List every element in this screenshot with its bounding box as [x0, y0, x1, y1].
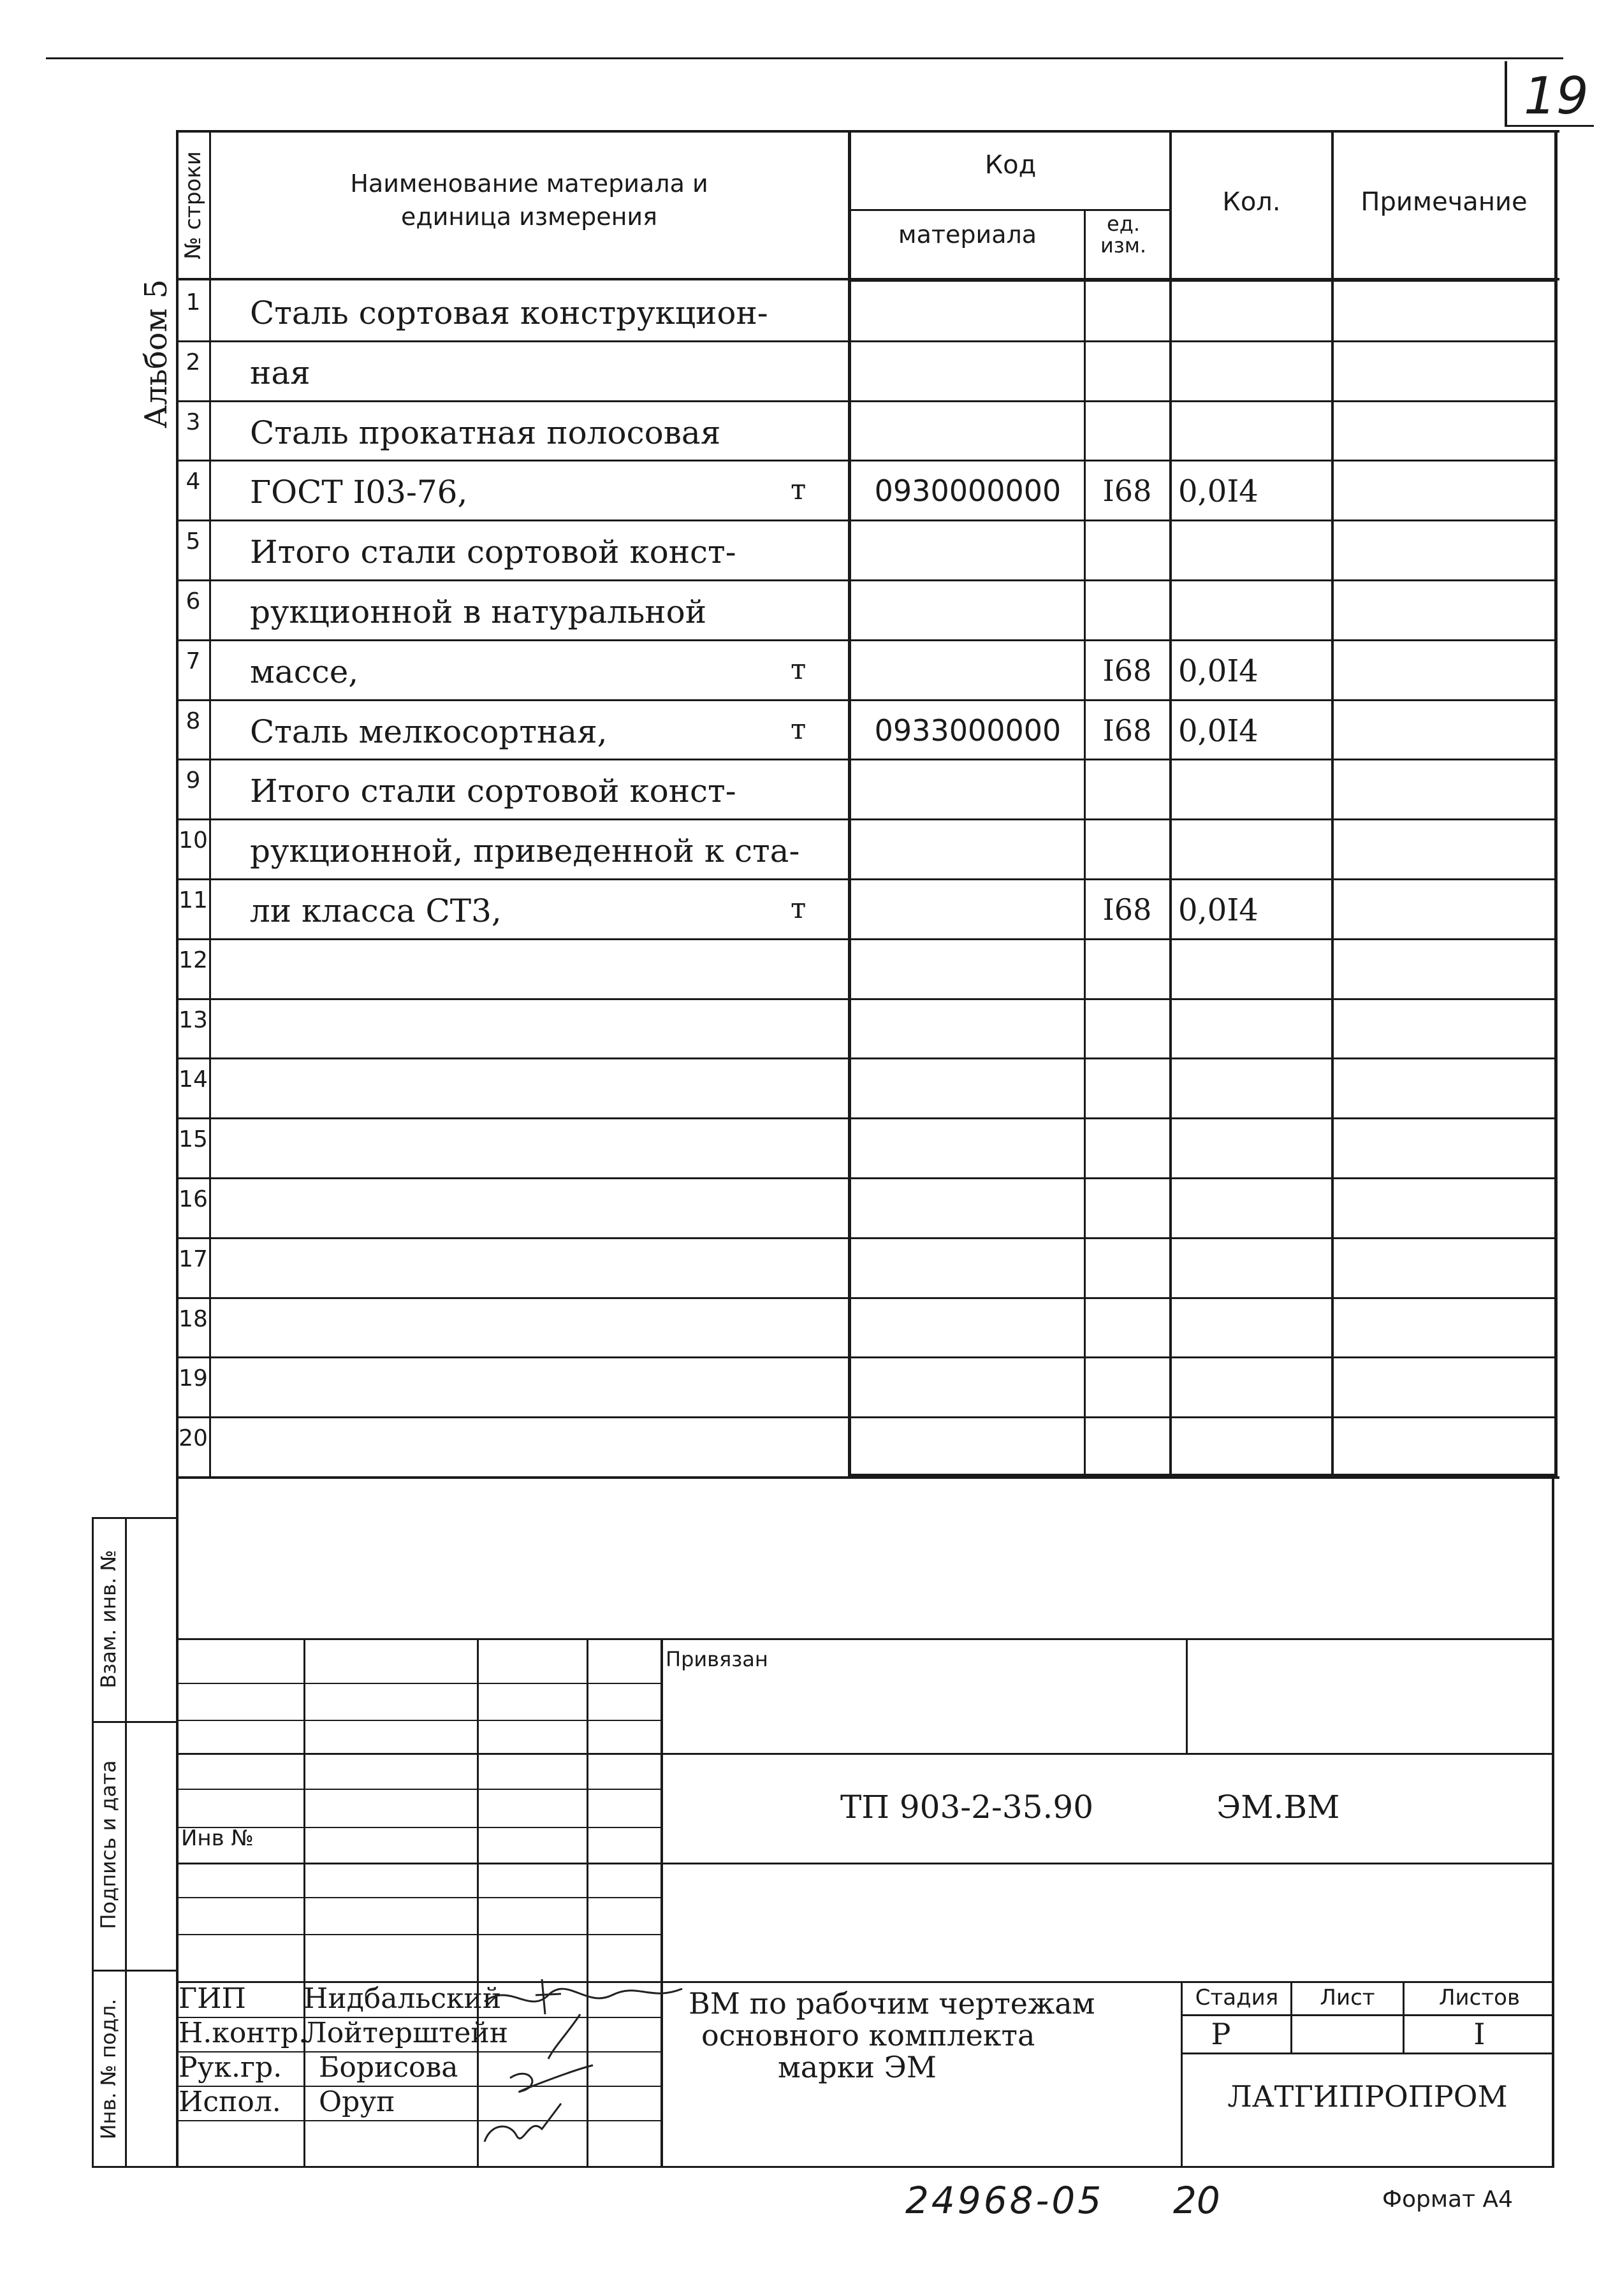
material-name: рукционной, приведенной к ста- [250, 832, 800, 869]
album-label: Альбом 5 [138, 279, 174, 428]
staff-role: Рук.гр. [179, 2051, 282, 2084]
row-number: 5 [186, 528, 201, 555]
material-name: массе, [250, 653, 359, 690]
table-row [0, 1057, 1620, 1117]
side-label-inv-podl: Инв. № подл. [96, 1998, 120, 2140]
top-rule [46, 57, 1563, 59]
material-name: ли класса СТ3, [250, 892, 502, 929]
staff-name: Борисова [319, 2051, 458, 2084]
staff-name: Нидбальский [303, 1982, 502, 2015]
table-row [0, 400, 1620, 460]
header-code-unit: ед. изм. [1100, 212, 1147, 258]
unit-code: I68 [1102, 892, 1152, 927]
table-row [0, 818, 1620, 878]
doc-title [676, 1987, 1160, 2083]
row-number: 17 [179, 1246, 208, 1272]
staff-role: ГИП [179, 1982, 246, 2015]
material-unit: т [791, 474, 806, 506]
material-code: 0930000000 [874, 474, 1062, 508]
staff-row [179, 2017, 508, 2049]
table-row [0, 759, 1620, 818]
table-row [0, 878, 1620, 938]
row-number: 10 [179, 827, 208, 854]
material-name: Итого стали сортовой конст- [250, 534, 736, 570]
row-number: 20 [179, 1425, 208, 1451]
table-row [0, 1297, 1620, 1357]
material-name: ГОСТ I03-76, [250, 474, 468, 511]
material-unit: т [791, 713, 806, 746]
table-row [0, 699, 1620, 759]
doc-title-line: основного комплекта [701, 2018, 1035, 2053]
row-number: 13 [179, 1007, 208, 1033]
table-row [0, 460, 1620, 520]
sheet-label: Лист [1320, 1985, 1375, 2010]
unit-code: I68 [1102, 474, 1152, 508]
doc-title-line: марки ЭМ [778, 2050, 937, 2084]
row-number: 14 [179, 1066, 208, 1093]
table-row [0, 1177, 1620, 1237]
material-name: ная [250, 354, 310, 391]
material-unit: т [791, 892, 806, 925]
staff-row [179, 1982, 501, 2015]
unit-code: I68 [1102, 653, 1152, 688]
table-row [0, 340, 1620, 400]
table-row [0, 1237, 1620, 1297]
row-number: 18 [179, 1306, 208, 1332]
inv-no-label: Инв № [181, 1826, 254, 1851]
quantity: 0,0I4 [1178, 892, 1259, 928]
row-number: 2 [186, 349, 201, 375]
stage-label: Стадия [1195, 1985, 1279, 2010]
stage-value: Р [1211, 2017, 1231, 2051]
staff-role: Н.контр. [179, 2017, 308, 2049]
table-row [0, 1356, 1620, 1416]
header-code: Код [984, 150, 1037, 180]
row-number: 1 [186, 289, 201, 316]
header-note: Примечание [1361, 187, 1528, 217]
header-name: Наименование материала и единица измерения [350, 170, 708, 231]
sheets-label: Листов [1438, 1985, 1520, 2010]
row-number: 12 [179, 947, 208, 973]
row-number: 19 [179, 1365, 208, 1391]
staff-row [179, 2051, 458, 2084]
organization: ЛАТГИПРОПРОМ [1227, 2079, 1508, 2114]
sheets-value: I [1473, 2017, 1485, 2051]
material-name: Сталь прокатная полосовая [250, 414, 721, 451]
privyazan-label: Привязан [666, 1647, 768, 1671]
signatures [472, 1976, 689, 2167]
header-qty: Кол. [1222, 187, 1281, 217]
header-code-material: материала [898, 221, 1037, 249]
doc-title-line: ВМ по рабочим чертежам [689, 1986, 1095, 2021]
row-number: 9 [186, 767, 201, 794]
row-number: 3 [186, 409, 201, 435]
doc-code: ТП 903-2-35.90 [840, 1789, 1094, 1826]
format-label: Формат А4 [1382, 2186, 1514, 2212]
header-row-no: № строки [180, 151, 206, 259]
sheet-number: 19 [1524, 66, 1589, 126]
material-name: рукционной в натуральной [250, 593, 707, 630]
staff-role: Испол. [179, 2086, 281, 2118]
staff-name: Лойтерштейн [303, 2017, 509, 2049]
quantity: 0,0I4 [1178, 474, 1259, 509]
material-unit: т [791, 653, 806, 686]
material-code: 0933000000 [874, 713, 1062, 748]
row-number: 4 [186, 469, 201, 495]
staff-name: Оруп [319, 2086, 395, 2118]
table-row [0, 938, 1620, 998]
table-row [0, 1117, 1620, 1177]
staff-row [179, 2086, 395, 2118]
page-number: 20 [1173, 2179, 1220, 2222]
material-name: Сталь мелкосортная, [250, 713, 608, 750]
row-number: 6 [186, 588, 201, 614]
quantity: 0,0I4 [1178, 713, 1259, 749]
row-number: 7 [186, 648, 201, 674]
table-row [0, 998, 1620, 1058]
inventory-stamp: 24968-05 [905, 2179, 1104, 2222]
row-number: 11 [179, 887, 208, 913]
row-number: 15 [179, 1126, 208, 1152]
sheet-number-divider [1505, 61, 1507, 125]
table-row [0, 280, 1620, 340]
side-label-vzam: Взам. инв. № [96, 1550, 120, 1689]
quantity: 0,0I4 [1178, 653, 1259, 689]
unit-code: I68 [1102, 713, 1152, 748]
table-row [0, 579, 1620, 639]
table-row [0, 1416, 1620, 1476]
row-number: 8 [186, 708, 201, 734]
doc-mark: ЭМ.ВМ [1216, 1789, 1340, 1826]
table-row [0, 520, 1620, 579]
material-name: Итого стали сортовой конст- [250, 773, 736, 810]
material-name: Сталь сортовая конструкцион- [250, 294, 768, 331]
row-number: 16 [179, 1186, 208, 1212]
table-row [0, 639, 1620, 699]
side-label-podpis: Подпись и дата [96, 1760, 120, 1929]
